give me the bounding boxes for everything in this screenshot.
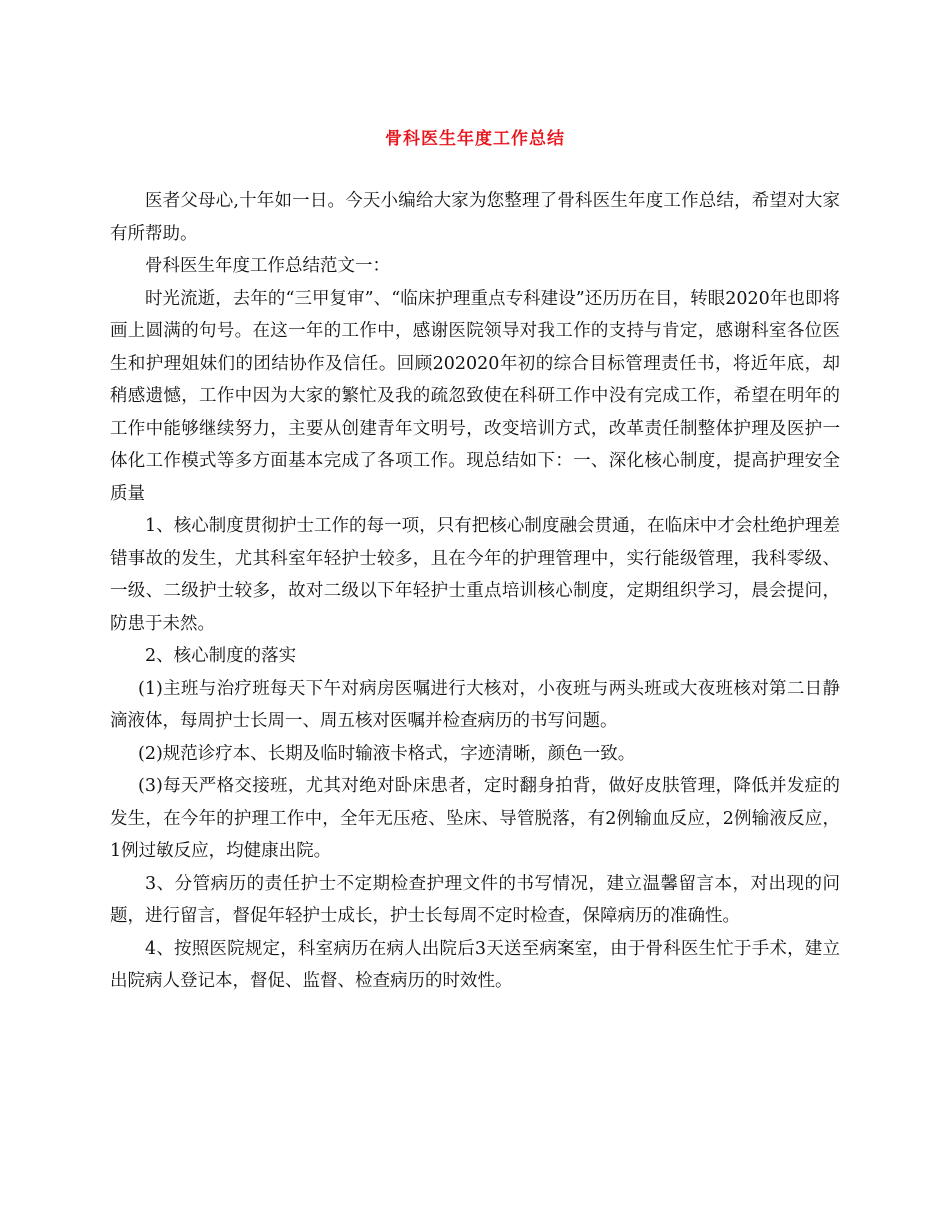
document-title: 骨科医生年度工作总结: [385, 129, 565, 149]
paragraph-intro: 医者父母心,十年如一日。今天小编给大家为您整理了骨科医生年度工作总结，希望对大家有所帮助。: [110, 191, 840, 244]
paragraph-subitem-2: (2)规范诊疗本、长期及临时输液卡格式，字迹清晰，颜色一致。: [138, 743, 636, 764]
paragraph-sample-heading: 骨科医生年度工作总结范文一：: [145, 256, 390, 276]
paragraph-item-1: 1、核心制度贯彻护士工作的每一项，只有把核心制度融会贯通，在临床中才会杜绝护理差错事故的发生，尤其科室年轻护士较多，且在今年的护理管理中，实行能级管理，我科零级、一级、二级护士较多，故对二级以下年轻护士重点培训核心制度，定期组织学习，晨会提问，防患于未然。: [110, 516, 840, 634]
paragraph-subitem-3: (3)每天严格交接班，尤其对绝对卧床患者，定时翻身拍背，做好皮肤管理，降低并发症的发生，在今年的护理工作中，全年无压疮、坠床、导管脱落，有2例输血反应，2例输液反应，1例过敏反应，均健康出院。: [110, 776, 840, 861]
paragraph-item-2: 2、核心制度的落实: [145, 646, 297, 666]
paragraph-overview: 时光流逝，去年的“三甲复审”、“临床护理重点专科建设”还历历在目，转眼2020年也即将画上圆满的句号。在这一年的工作中，感谢医院领导对我工作的支持与肯定，感谢科室各位医生和护理姐妹们的团结协作及信任。回顾202020年初的综合目标管理责任书，将近年底，却稍感遗憾，工作中因为大家的繁忙及我的疏忽致使在科研工作中没有完成工作，希望在明年的工作中能够继续努力，主要从创建青年文明号，改变培训方式，改革责任制整体护理及医护一体化工作模式等多方面基本完成了各项工作。现总结如下：一、深化核心制度，提高护理安全质量: [110, 288, 840, 504]
document-body: [110, 185, 840, 998]
paragraph-item-4: 4、按照医院规定，科室病历在病人出院后3天送至病案室，由于骨科医生忙于手术，建立出院病人登记本，督促、监督、检查病历的时效性。: [110, 938, 840, 991]
paragraph-subitem-1: (1)主班与治疗班每天下午对病房医嘱进行大核对，小夜班与两头班或大夜班核对第二日静滴液体，每周护士长周一、周五核对医嘱并检查病历的书写问题。: [110, 678, 840, 731]
paragraph-item-3: 3、分管病历的责任护士不定期检查护理文件的书写情况，建立温馨留言本，对出现的问题，进行留言，督促年轻护士成长，护士长每周不定时检查，保障病历的准确性。: [110, 873, 840, 926]
